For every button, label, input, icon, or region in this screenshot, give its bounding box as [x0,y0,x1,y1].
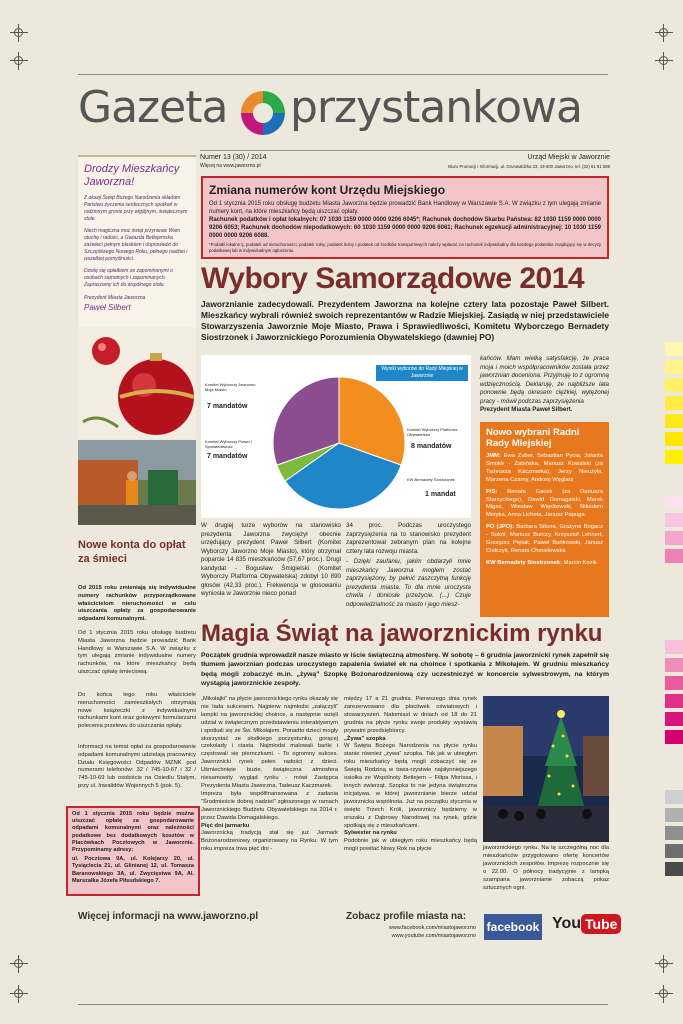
color-swatch [665,549,683,563]
youtube-button[interactable] [552,914,621,940]
issue-number: Numer 13 (30) / 2014 [200,154,267,161]
market-col-1-text: „Mikołajki” na płycie jaworznickiego rynku okazały się nie lada sukcesem. Najpierw najmłodsi „załączyli” lampki na jaworznickiej choince, a następnie wzięli udział w świątecznym przedstawieniu interaktywnym i spotkali się ze Św. Mikołajem. Ponadto dzieci mogły skorzystać ze słodkiego poczęstunku, gorącej czekolady i ciasta. Najmłodsi malowali bańki i częstowali się piernczkami. - To ogromny sukces. Jaworznicki rynek pełen radości z dzieci. Uśmiechnięte buzie, świąteczna atmosfera niesamowity wygląd rynku - mówi Zastępca Prezydenta Miasta Jaworzna, Tadeusz Kaczmarek. [201,696,338,789]
market-col-1 [201,696,338,854]
councillor-names: Renata Gacek (za Danusza Starzyckiego), Dawid Domagalski, Marek Migas, Wiesław Więckowski, Nikodem Motyka, Anna Lichota, Janusz Papuga [486,488,603,519]
color-swatch [665,495,683,509]
color-swatch [665,862,683,876]
election-quote: - Dzięki zaufaniu, jakim obdarzyli mnie mieszkańcy Jaworzna mogłem zostać zaprzysiężony, by pełnić zaszczytną funkcję prezydenta miasta. To dla mnie uroczysta chwila i doniosłe przeżycie. (...) Czuje odpowiedzialność za miasto i jego miesz- [346,558,471,608]
councillor-party: JMM: [486,453,501,459]
councillor-names: Barbara Sikora, Grażyna Bogacz - Sokół, Mariusz Burczy, Krzysztof Lehnert, Grzegorz Piętak, Paweł Bańkowski, Janusz Ciołczyk, Renata Chmielewska [486,524,603,554]
market-headline: Magia Świąt na jaworznickim rynku [201,620,603,647]
color-swatch [665,432,683,446]
crop-mark-icon [10,955,28,973]
market-col-2 [344,696,477,854]
councillor-group [486,453,603,485]
chart-label-jmm: Komitet Wyborczy Jaworzno Moje Miasto [205,382,256,392]
greeting-line-2: Niech magiczna moc świąt przyniesie Wam otuchę i radość, a Gwiazda Betlejemska zaświeci pełnym blaskiem i doprowadzi do Szczęśliwego Nowego Roku, pełnego nadziei i wszelkiej pomyślności. [84,228,188,262]
greeting-signature-role: Prezydent Miasta Jaworzna [84,295,146,301]
color-swatch [665,730,683,744]
greeting-line-1: Z okazji Świąt Bożego Narodzenia składam Państwu życzenia serdecznych spotkań w rodzinnym gronie przy wigilijnym, świątecznym stole. [84,195,188,222]
color-swatch [665,808,683,822]
color-swatch [665,640,683,654]
color-swatch [665,676,683,690]
footer-more-info[interactable]: Więcej informacji na www.jaworzno.pl [78,911,259,922]
election-col-3-text: kańców. Mam wielką satysfakcję, że praca moja i moich współpracowników została przez jaworznian doceniona. Przyjmuję to z ogromną wdzięcznością. Deklaruję, że najbliższe lata ponownie będą okresem ciężkiej, wytężonej pracy - mówił podczas zaprzysiężenia [480,355,609,405]
market-col-2-text: między 17 a 21 grudnia. Pierwszego dnia rynek zarezerwowano dla placówek oświatowych i stowarzyszeń. Natomiast w dniach od 18 do 21 grudnia na płycie rynku swoje produkty wystawią prywatni przedsiębiorcy. [344,696,477,734]
election-headline: Wybory Samorządowe 2014 [201,262,585,295]
christmas-tree-photo [483,696,609,842]
councillors-box [480,422,609,617]
greeting-box [78,155,196,439]
color-swatch [665,826,683,840]
color-swatch [665,342,683,356]
masthead-website[interactable]: Więcej na www.jaworzno.pl [200,163,261,169]
crop-mark-icon [655,985,673,1003]
election-col-2 [346,522,471,609]
waste-p3: Informacji na temat opłat za gospodarowanie odpadami komunalnymi udzielają pracownicy Działu Księgowości Odpadów MZNK pod numerami telefonów: 32 / 745-10-67 i 32 / 745-10-69 lub osobiście na Osiedlu Stałym, przy ul. Inwalidów Wojennych 5 (pok. 5). [78,744,196,789]
crop-mark-icon [10,52,28,70]
logo-icon [238,88,288,138]
election-col-3-bold: Prezydent Miasta Paweł Silbert. [480,406,573,413]
chart-value-jmm: 7 mandatów [207,403,248,410]
councillor-names: Ewa Zuber, Sebastian Pycia, Jolanta Smolór - Żabińska, Mariusz Kowalski (za Tadeusza Kaczmarka), Jerzy Nieużyła, Marzena Czarny, Andrzej Węglarz [486,453,603,483]
greeting-signature-name: Paweł Silbert [84,303,131,312]
councillor-group [486,560,603,568]
crop-mark-icon [10,985,28,1003]
chart-value-pis: 7 mandatów [207,453,248,460]
color-swatch [665,844,683,858]
crop-mark-icon [655,24,673,42]
councillor-group [486,524,603,556]
notice-footnote: *Podatki lokalne tj. podatek od nieruchomości, podatek rolny, podatek leśny i podatek od środków transportowych należy wpłacać na rachunek indywidualny dla każdego podatnika znajdujący się w decyzji podatkowej lub w indywidualnym ogłoszeniu. [209,242,601,253]
councillors-title: Nowo wybrani Radni Rady Miejskiej [486,427,580,449]
footer-profiles-label: Zobacz profile miasta na: [346,911,467,922]
bottom-rule [78,1004,608,1005]
market-col-2-subhead-1: „Żywa” szopka [344,735,386,742]
councillor-party: KW Bernadety Siostrzonek: [486,559,563,566]
color-swatch [665,378,683,392]
waste-lead: Od 2015 roku zmieniają się indywidualne numery rachunków przyporządkowane właścicielom nieruchomości w celu uiszczania opłaty za gospodarowanie odpadami komunalnymi. [78,585,196,623]
councillor-party: PO (JPO): [486,524,515,531]
election-col-3 [480,355,609,415]
chart-value-po: 8 mandatów [411,443,452,450]
crop-mark-icon [655,52,673,70]
youtube-tube-label: Tube [581,914,621,934]
color-swatch [665,450,683,464]
election-lead: Jaworznianie zadecydowali. Prezydentem Jaworzna na kolejne cztery lata pozostaje Paweł Silbert. Mieszkańcy wybrali również swoich reprezentantów w Radzie Miejskiej. Zasiądą w niej przedstawiciele Stowarzyszenia Jaworznie Moje Miasto, Prawa i Sprawiedliwości, Komitetu Wyborczego Bernadety Siostrzonek i Jaworznickiego Porozumienia Obywatelskiego (dawniej PO) [201,299,609,342]
color-swatch [665,658,683,672]
councillor-party: PiS: [486,488,498,495]
waste-p1: Od 1 stycznia 2015 roku obsługę budżetu Miasta Jaworzna będzie prowadzić Bank Handlowy w Warszawie S.A. W związku z tym ulegają zmianie indywidualne numery rachunków, na które mieszkańcy będą uiszczać opłatę śmieciową. [78,630,196,675]
greeting-line-3: Dzielę się opłatkiem ze zapominanymi o osobach samotnych i zapominanych. Zapraszamy ich do wspólnego stołu. [84,268,173,288]
color-swatch [665,531,683,545]
chart-label-pis: Komitet Wyborczy Prawo i Sprawiedliwość [205,439,252,449]
top-rule [78,74,608,75]
masthead-title-left: Gazeta [78,82,228,133]
market-col-3: jaworznickiego rynku. Na tę szczególną noc dla mieszkańców przygotowano ofertę koncertów jaworznickich zespołów. Imprezę rozpocznie się o 22.00. O północy tradycyjnie z lampką szampana jaworznianie zobaczą pokaz sztucznych ogni. [483,845,609,891]
color-swatch [665,790,683,804]
footer-facebook-url[interactable]: www.facebook.com/miastojaworzno [388,925,476,931]
election-col-1: W drugiej turze wyborów na stanowisko prezydenta Jaworzna zwyciężył obecnie urzędujący prezydent Paweł Silbert (Komitet Wyborczy Jaworzno Moje Miasto), który otrzymał poparcie 14 835 mieszkańców (57,67 proc.). Drugi kandydat - Bogusław Śmigielski (Komitet Wyborczy Platforma Obywatelska) zdobył 10 890 głosów (42,33 proc.). Frekwencja w głosowaniu wyniosła w Jaworznie nieco ponad [201,522,341,597]
waste-headline: Nowe konta do opłat za śmieci [78,539,186,565]
market-lead: Początek grudnia wprowadził nasze miasto w iście świąteczną atmosferę. W sobotę – 6 grudnia jaworznicki rynek zapełnił się tłumem jaworznian podczas uroczystego zapalenia świateł ek na choince i spotkania z Mikołajem. W grudniu mieszkańcy będą mogli zobaczyć m.in. „żywą” Szopkę Bożonarodzeniową czy uczestniczyć w koncercie sylwestrowym, na którym wystąpią jaworznickie zespoły. [201,652,609,688]
waste-collection-photo [78,440,196,525]
crop-mark-icon [10,24,28,42]
election-col-2-text: 34 proc. Podczas uroczystego zaprzysiężenia na to stanowisko prezydent zaprezentował zebranym plan na kolejne cztery lata rozwoju miasta. [346,522,471,555]
market-col-1-subhead: Pięć dni jarmarku [201,822,250,829]
notice-accounts: Rachunek podatków i opłat lokalnych: 07 1030 1159 0000 0000 9206 6045*; Rachunek dochodów Skarbu Państwa: 82 1030 1159 0000 0000 9206 6053; Rachunek dochodów niepodatkowych: 60 1030 1159 0000 0000 9206 6061; Rachunek egzekucji administracyjnej: 10 1030 1159 0000 0000 9206 6088. [209,217,601,239]
publisher-name: Urząd Miejski w Jaworznie [527,154,610,161]
councillor-names: Marcin Kozik [563,559,597,566]
market-col-1b: Impreza była współfinansowana z zadania "Środmieście dobrej nadziei" zgłoszonego w ramach Jaworznickiego Budżetu Obywatelskiego na 2014 r. przez Dawida Domagalskiego. [201,790,338,821]
chart-label-po: Komitet Wyborczy Platforma Obywatelska [407,427,458,437]
color-swatch [665,396,683,410]
post-office-addresses: ul. Pocztowa 9A, ul. Kolejarzy 20, ul. Tysiąclecia 21, ul. Glinianej 12, ul. Tomasza Baranowskiego 3A, ul. Zwycięstwa 9A, Al. Marszałka Józefa Piłsudskiego 7. [72,856,194,884]
christmas-bauble-icon [78,327,196,439]
youtube-you-label: You [552,915,582,932]
chart-title: Wyniki wyborów do Rady Miejskiej w Jaworznie [376,365,468,381]
publisher-address: Biuro Promocji i Informacji, ul. Grunwaldzka 33, 43-600 Jaworzno, tel. (32) 61 81 585 [448,164,610,169]
facebook-button[interactable]: facebook [484,914,542,940]
election-results-chart [201,355,471,518]
footer-youtube-url[interactable]: www.youtube.com/miastojaworzno [391,933,476,939]
color-swatch [665,712,683,726]
masthead-rule [200,150,610,151]
market-col-2c: Podobnie jak w ubiegłym roku mieszkańcy będą mogli powitać Nowy Rok na płycie [344,838,477,853]
chart-value-kwbs: 1 mandat [425,491,456,498]
color-swatch [665,414,683,428]
notice-body: Od 1 stycznia 2015 roku obsługę budżetu Miasta Jaworzna będzie prowadzić Bank Handlowy w Warszawie S.A. W związku z tym ulegają zmianie numery kont, na które mieszkańcy będą uiszczać opłaty. [209,201,601,215]
color-swatch [665,694,683,708]
chart-label-kwbs: KW Bernadety Siostrzonek [407,477,455,482]
market-col-2b: W Święta Bożego Narodzenia na płycie rynku stanie również „żywa” szopka. Tak jak w ubiegłym roku mieszkańcy będą mogli zobaczyć się ze Świętą Rodziną w towa-rzystwie najsłynniejszego osiołka ze Wspólnoty Betlejem – Filipa Morissa, i innych zwierząt. Szopka to nie jedyna świąteczna inicjatywa, w której jaworznianie bierze udział jaworznicka wspólnota. Już na początku stycznia w święto Trzech Króli, jaworznicy będziemy w orszaku z Dąbrowy Narodowej na rynek, gdzie spotkają się z mieszkańcami. [344,743,477,829]
account-change-notice [201,176,609,259]
color-swatch [665,360,683,374]
market-col-2-subhead-2: Sylwester na rynku [344,830,397,837]
masthead-title-right: przystankowa [290,82,582,133]
councillor-group [486,489,603,521]
color-swatch [665,513,683,527]
greeting-title: Drodzy Mieszkańcy Jaworzna! [84,163,180,188]
notice-title: Zmiana numerów kont Urzędu Miejskiego [209,183,446,197]
post-office-box [66,806,200,896]
post-office-text: Od 1 stycznia 2015 roku będzie można uiszczać opłatę za gospodarowanie odpadami komunalnymi oraz należności podatkowe bez dodatkowych kosztów w Placówkach Pocztowych w Jaworznie. Przypominamy adresy: [72,811,194,854]
market-col-1c: Jaworznicką tradycją stał się już Jarmark Bożonarodzeniowy organizowany na Rynku. W tym roku impreza trwa pięć dni - [201,830,338,853]
crop-mark-icon [655,955,673,973]
waste-p2: Do końca tego roku właściciele nieruchomości zamieszkałych otrzymają nowe książeczki z indywidualnymi rachunkami kont oraz gotowymi formularzami polecenia przelewu do uiszczania opłaty. [78,692,196,730]
